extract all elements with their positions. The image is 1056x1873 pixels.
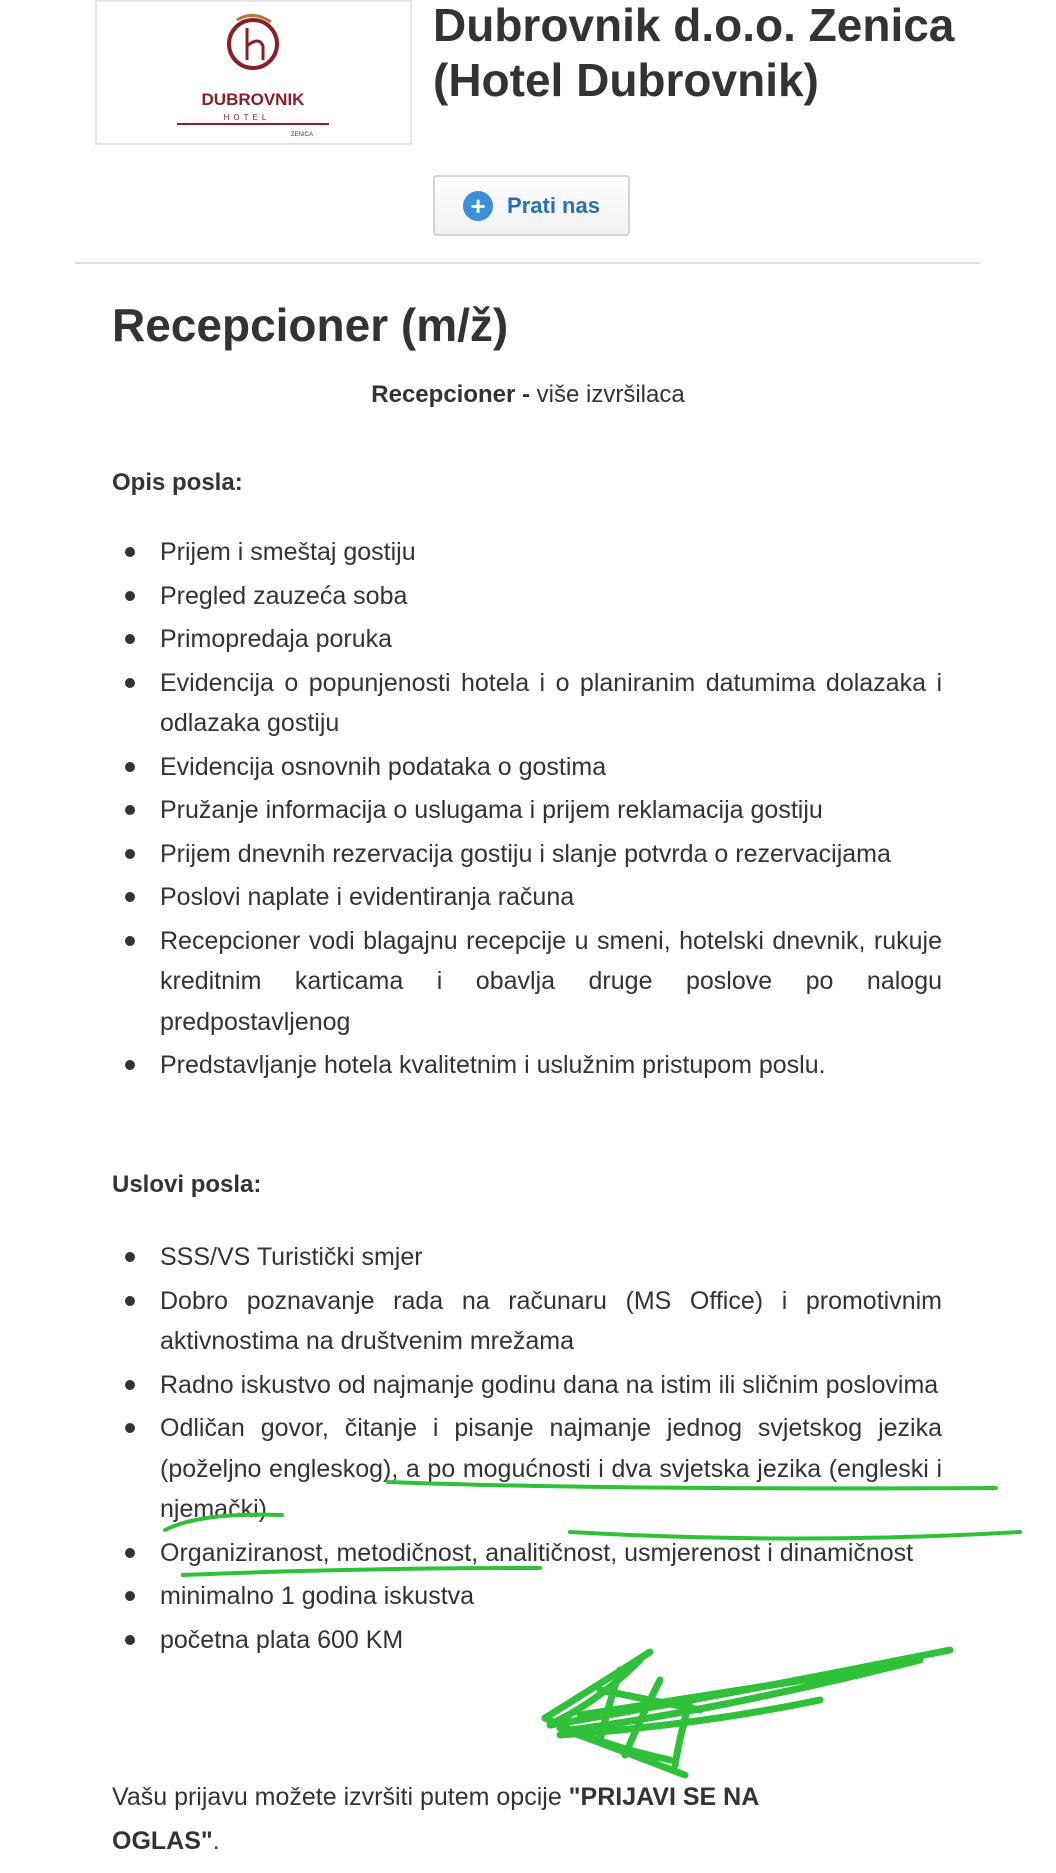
list-item: Dobro poznavanje rada na računaru (MS Office) i promotivnim aktivnostima na društvenim mrežama xyxy=(160,1281,942,1362)
list-item: SSS/VS Turistički smjer xyxy=(160,1237,942,1278)
list-item: početna plata 600 KM xyxy=(160,1620,942,1661)
apply-text: Vašu prijavu možete izvršiti putem opcije xyxy=(112,1783,569,1811)
list-item: Evidencija osnovnih podataka o gostima xyxy=(160,747,942,788)
hotel-logo-icon xyxy=(97,2,410,143)
logo-city: ZENICA xyxy=(290,132,314,138)
job-subtitle xyxy=(0,375,1056,415)
list-item: Primopredaja poruka xyxy=(160,619,942,660)
list-item: Predstavljanje hotela kvalitetnim i uslužnim pristupom poslu. xyxy=(160,1045,942,1086)
list-item: Odličan govor, čitanje i pisanje najmanje jednog svjetskog jezika (poželjno engleskog), a po mogućnosti i dva svjetska jezika (engleski i njemački) xyxy=(160,1408,942,1530)
list-item: Organiziranost, metodičnost, analitičnost, usmjerenost i dinamičnost xyxy=(160,1533,942,1574)
list-item: Prijem i smeštaj gostiju xyxy=(160,532,942,573)
list-item: minimalno 1 godina iskustva xyxy=(160,1576,942,1617)
follow-button[interactable] xyxy=(433,175,630,236)
list-item: Recepcioner vodi blagajnu recepcije u smeni, hotelski dnevnik, rukuje kreditnim karticama i obavlja druge poslove po nalogu predpostavljenog xyxy=(160,921,942,1043)
uslovi-list xyxy=(160,1237,942,1663)
arrow-scribble-icon xyxy=(545,1650,950,1775)
follow-button-label: Prati nas xyxy=(507,192,600,218)
list-item: Prijem dnevnih rezervacija gostiju i slanje potvrda o rezervacijama xyxy=(160,834,942,875)
plus-circle-icon: + xyxy=(463,191,493,221)
apply-instructions xyxy=(112,1775,872,1863)
company-logo[interactable] xyxy=(95,0,412,145)
job-subtitle-role: Recepcioner - xyxy=(371,381,530,408)
job-subtitle-count: više izvršilaca xyxy=(530,381,685,408)
apply-option-label: "PRIJAVI SE NA OGLAS" xyxy=(112,1783,759,1855)
apply-text-end: . xyxy=(212,1827,220,1855)
opis-list xyxy=(160,532,942,1089)
job-title: Recepcioner (m/ž) xyxy=(112,299,509,351)
list-item: Evidencija o popunjenosti hotela i o planiranim datumima dolazaka i odlazaka gostiju xyxy=(160,663,942,744)
header-divider xyxy=(75,262,980,264)
uslovi-heading: Uslovi posla: xyxy=(112,1171,262,1198)
logo-wordmark: DUBROVNIK xyxy=(201,90,305,109)
company-name[interactable]: Dubrovnik d.o.o. Zenica (Hotel Dubrovnik) xyxy=(433,0,955,106)
opis-heading: Opis posla: xyxy=(112,469,243,496)
list-item: Poslovi naplate i evidentiranja računa xyxy=(160,877,942,918)
list-item: Pregled zauzeća soba xyxy=(160,576,942,617)
list-item: Pružanje informacija o uslugama i prijem reklamacija gostiju xyxy=(160,790,942,831)
list-item: Radno iskustvo od najmanje godinu dana na istim ili sličnim poslovima xyxy=(160,1365,942,1406)
logo-subtext: HOTEL xyxy=(223,113,271,122)
